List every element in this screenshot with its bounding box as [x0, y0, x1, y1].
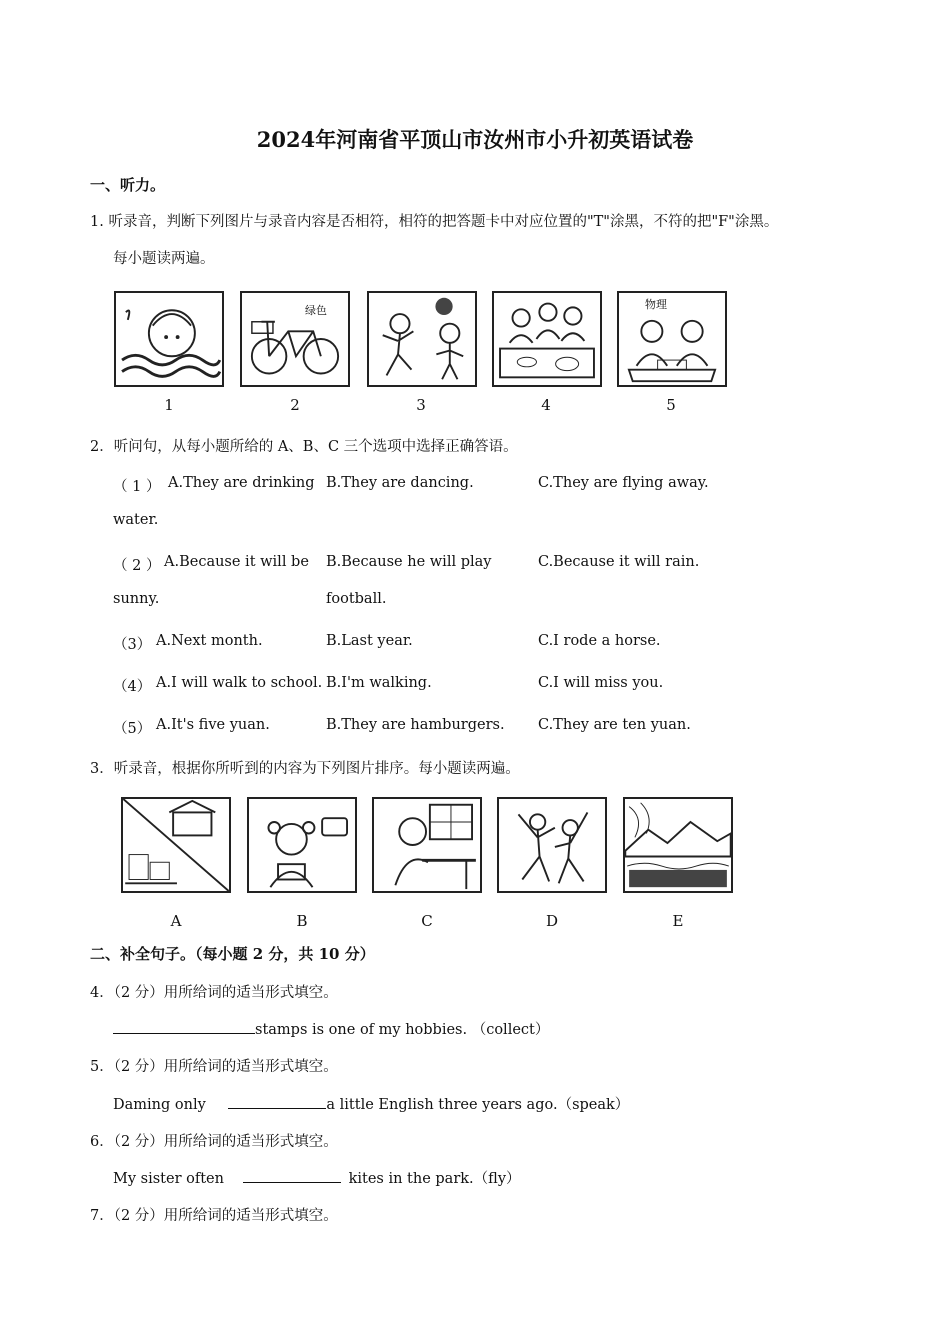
q3-pic-c-label: C — [421, 912, 433, 930]
q2-item1-a-cont: water. — [113, 512, 159, 528]
q2-item3-num: （3） — [113, 637, 152, 653]
q2-item2-a: A.Because it will be — [164, 554, 309, 570]
section1-heading: 一、听力。 — [90, 176, 166, 194]
q1-pic2-tag: 绿色 — [305, 304, 327, 317]
q5-answer-blank[interactable] — [228, 1096, 326, 1109]
q2-item3-c: C.I rode a horse. — [538, 633, 661, 649]
q1-pic5-label: 5 — [666, 396, 676, 414]
family-dinner-icon — [492, 291, 602, 387]
q7-heading: 7．（2 分）用所给词的适当形式填空。 — [90, 1208, 338, 1224]
q3-heading: 3．听录音，根据你所听到的内容为下列图片排序。每小题读两遍。 — [90, 761, 520, 777]
q1-pic4-label: 4 — [541, 396, 551, 414]
football-kids-icon — [367, 291, 477, 387]
q2-item1-b: B.They are dancing. — [326, 475, 474, 491]
q2-item5-b: B.They are hamburgers. — [326, 717, 505, 733]
q1-pic2-label: 2 — [290, 396, 300, 414]
town-village-icon — [121, 797, 231, 893]
girl-at-desk-icon — [372, 797, 482, 893]
q6-heading: 6．（2 分）用所给词的适当形式填空。 — [90, 1134, 338, 1150]
q1-instruction-cont: 每小题读两遍。 — [113, 251, 215, 267]
lake-landscape-icon — [623, 797, 733, 893]
q1-instruction: 1. 听录音，判断下列图片与录音内容是否相符，相符的把答题卡中对应位置的"T"涂黑，不符的把"F"涂黑。 — [90, 214, 779, 230]
q6-sentence-end: kites in the park.（fly） — [348, 1171, 521, 1187]
q2-item1-num: （ 1 ） — [113, 479, 161, 495]
page-title: 2024年河南省平顶山市汝州市小升初英语试卷 — [256, 127, 694, 152]
q4-sentence-text: stamps is one of my hobbies. （collect） — [255, 1022, 550, 1038]
dancing-kids-icon — [497, 797, 607, 893]
q2-item5-num: （5） — [113, 721, 152, 737]
q2-item2-c: C.Because it will rain. — [538, 554, 700, 570]
q2-item4-a: A.I will walk to school. — [156, 675, 323, 691]
q3-pic-d-label: D — [545, 912, 559, 930]
q3-pic-b-label: B — [296, 912, 308, 930]
swimming-boy-icon — [114, 291, 224, 387]
q1-pic1-label: 1 — [164, 396, 174, 414]
q5-sentence-end: a little English three years ago.（speak） — [326, 1097, 630, 1113]
q2-item3-a: A.Next month. — [156, 633, 263, 649]
q5-sentence — [113, 1093, 629, 1114]
q2-item2-b: B.Because he will play — [326, 554, 492, 570]
bicycle-icon — [240, 291, 350, 387]
q4-sentence — [113, 1018, 549, 1039]
q3-pic-a-label: A — [170, 912, 182, 930]
q2-item4-c: C.I will miss you. — [538, 675, 664, 691]
q6-answer-blank[interactable] — [243, 1170, 341, 1183]
q2-item4-b: B.I'm walking. — [326, 675, 432, 691]
q2-item5-c: C.They are ten yuan. — [538, 717, 691, 733]
q4-answer-blank[interactable] — [113, 1021, 255, 1034]
q5-sentence-start: Daming only — [113, 1097, 206, 1113]
q3-pic-e-label: E — [672, 912, 684, 930]
q2-item2-a-cont: sunny. — [113, 591, 160, 607]
q1-pic5-tag: 物理 — [645, 298, 667, 311]
q2-item5-a: A.It's five yuan. — [156, 717, 270, 733]
q6-sentence — [113, 1167, 521, 1188]
q2-item2-b-cont: football. — [326, 591, 387, 607]
q2-item1-a: A.They are drinking — [168, 475, 315, 491]
section2-heading: 二、补全句子。（每小题 2 分，共 10 分） — [90, 945, 375, 963]
q2-item3-b: B.Last year. — [326, 633, 413, 649]
studying-students-icon — [617, 291, 727, 387]
q5-heading: 5．（2 分）用所给词的适当形式填空。 — [90, 1059, 338, 1075]
girl-reading-phone-icon — [247, 797, 357, 893]
q2-heading: 2．听问句，从每小题所给的 A、B、C 三个选项中选择正确答语。 — [90, 439, 518, 455]
q2-item1-c: C.They are flying away. — [538, 475, 709, 491]
q6-sentence-start: My sister often — [113, 1171, 224, 1187]
q2-item4-num: （4） — [113, 679, 152, 695]
q1-pic3-label: 3 — [416, 396, 426, 414]
q4-heading: 4．（2 分）用所给词的适当形式填空。 — [90, 985, 338, 1001]
q2-item2-num: （ 2 ） — [113, 558, 161, 574]
